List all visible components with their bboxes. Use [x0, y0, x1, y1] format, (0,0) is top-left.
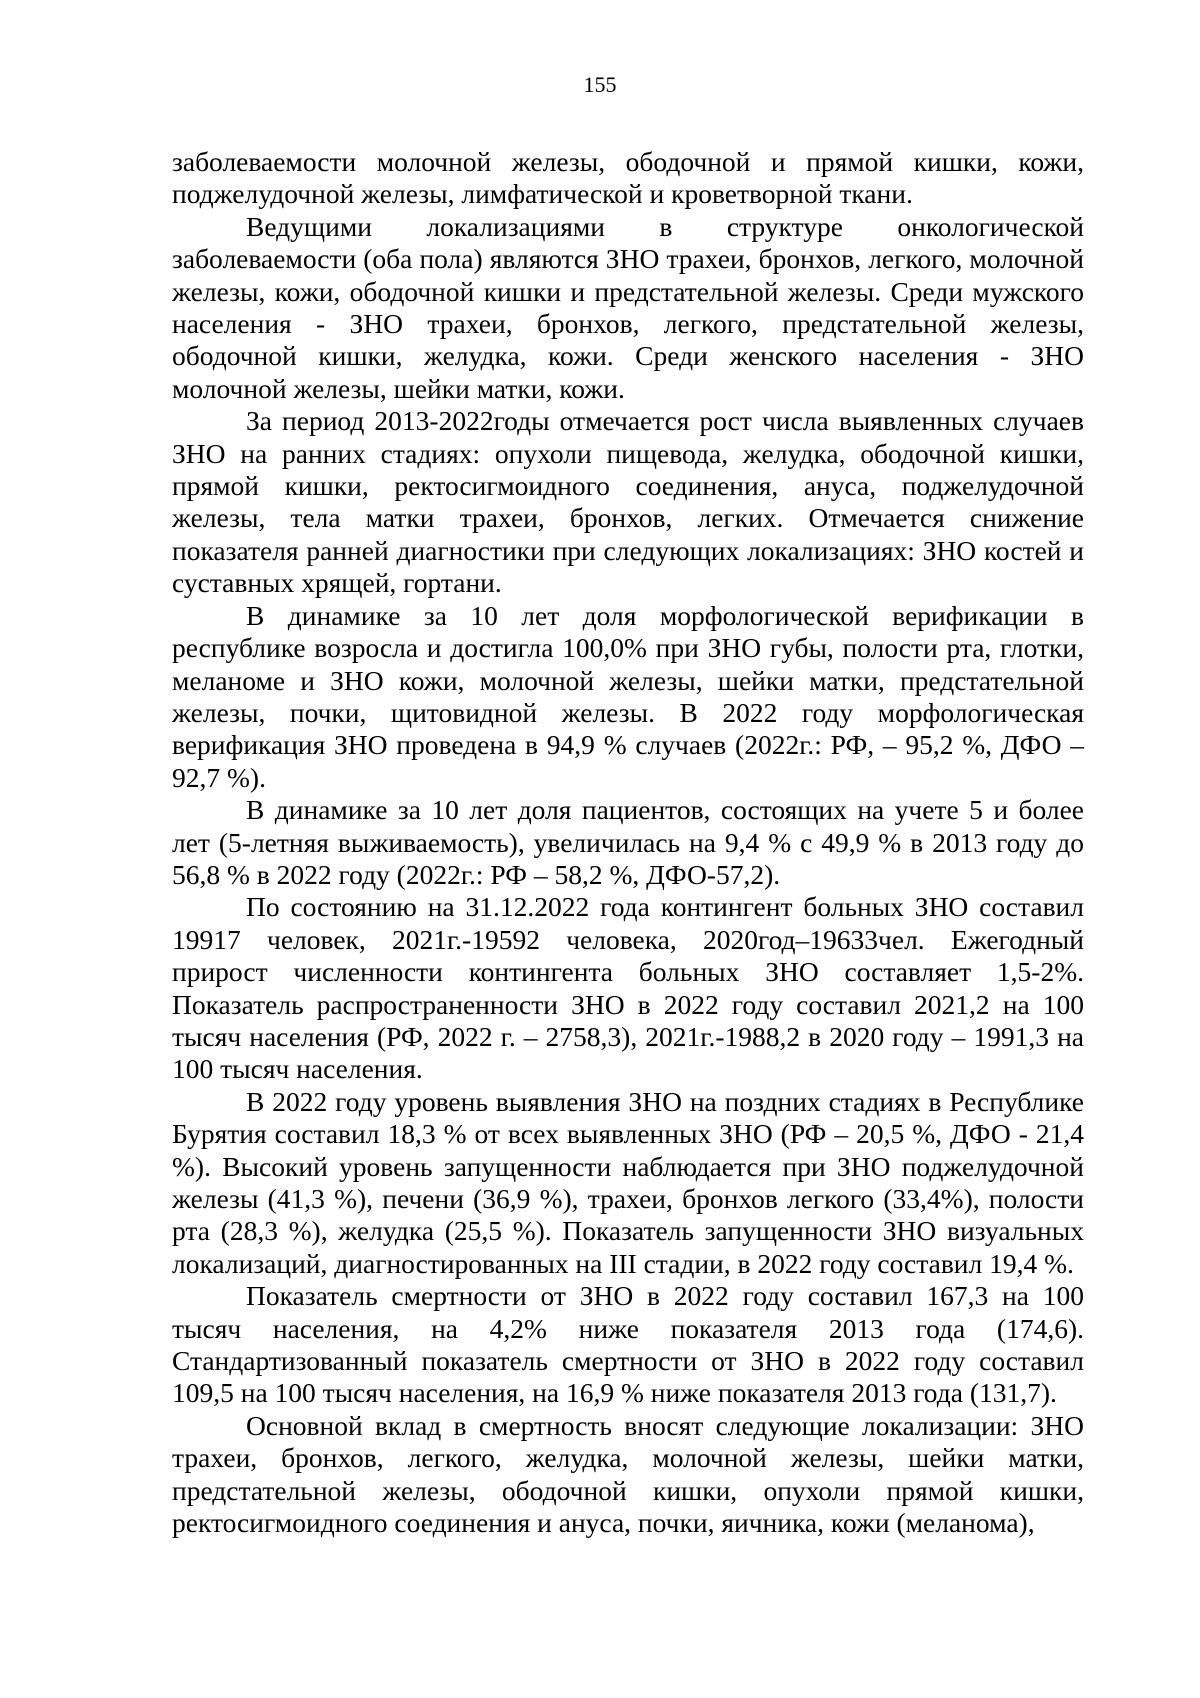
paragraph-early-stage-detection: За период 2013-2022годы отмечается рост числа выявленных случаев ЗНО на ранних стадиях: опухоли пищевода, желудка, ободочной кишки, прямой кишки, ректосигмоидного соединения, ануса, поджелудочной железы, тела матки трахеи, бронхов, легких. Отмечается снижение показателя ранней диагностики при следующих локализациях: ЗНО костей и суставных хрящей, гортани. — [172, 405, 1084, 599]
paragraph-five-year-survival: В динамике за 10 лет доля пациентов, состоящих на учете 5 и более лет (5-летняя выживаемость), увеличилась на 9,4 % с 49,9 % в 2013 году до 56,8 % в 2022 году (2022г.: РФ – 58,2 %, ДФО-57,2). — [172, 794, 1084, 890]
paragraph-mortality-rate: Показатель смертности от ЗНО в 2022 году составил 167,3 на 100 тысяч населения, на 4,2% ниже показателя 2013 года (174,6). Стандартизованный показатель смертности от ЗНО в 2022 году составил 109,5 на 100 тысяч населения, на 16,9 % ниже показателя 2013 года (131,7). — [172, 1280, 1084, 1409]
paragraph-leading-localizations: Ведущими локализациями в структуре онкологической заболеваемости (оба пола) являются ЗНО трахеи, бронхов, легкого, молочной железы, кожи, ободочной кишки и предстательной железы. Среди мужского населения - ЗНО трахеи, бронхов, легкого, предстательной железы, ободочной кишки, желудка, кожи. Среди женского населения - ЗНО молочной железы, шейки матки, кожи. — [172, 210, 1084, 404]
paragraph-late-stage-detection: В 2022 году уровень выявления ЗНО на поздних стадиях в Республике Бурятия составил 18,3 % от всех выявленных ЗНО (РФ – 20,5 %, ДФО - 21,4 %). Высокий уровень запущенности наблюдается при ЗНО поджелудочной железы (41,3 %), печени (36,9 %), трахеи, бронхов легкого (33,4%), полости рта (28,3 %), желудка (25,5 %). Показатель запущенности ЗНО визуальных локализаций, диагностированных на III стадии, в 2022 году составил 19,4 %. — [172, 1085, 1084, 1279]
paragraph-morphological-verification: В динамике за 10 лет доля морфологической верификации в республике возросла и достигла 100,0% при ЗНО губы, полости рта, глотки, меланоме и ЗНО кожи, молочной железы, шейки матки, предстательной железы, почки, щитовидной железы. В 2022 году морфологическая верификация ЗНО проведена в 94,9 % случаев (2022г.: РФ, – 95,2 %, ДФО – 92,7 %). — [172, 599, 1084, 793]
paragraph-continuation: заболеваемости молочной железы, ободочной и прямой кишки, кожи, поджелудочной железы, лимфатической и кроветворной ткани. — [172, 146, 1084, 210]
paragraph-mortality-contributors: Основной вклад в смертность вносят следующие локализации: ЗНО трахеи, бронхов, легкого, желудка, молочной железы, шейки матки, предстательной железы, ободочной кишки, опухоли прямой кишки, ректосигмоидного соединения и ануса, почки, яичника, кожи (меланома), — [172, 1409, 1084, 1539]
body-text — [172, 146, 1084, 1539]
paragraph-patient-contingent: По состоянию на 31.12.2022 года контингент больных ЗНО составил 19917 человек, 2021г.-19592 человека, 2020год–19633чел. Ежегодный прирост численности контингента больных ЗНО составляет 1,5-2%. Показатель распространенности ЗНО в 2022 году составил 2021,2 на 100 тысяч населения (РФ, 2022 г. – 2758,3), 2021г.-1988,2 в 2020 году – 1991,3 на 100 тысяч населения. — [172, 891, 1084, 1085]
page-number: 155 — [583, 72, 617, 97]
